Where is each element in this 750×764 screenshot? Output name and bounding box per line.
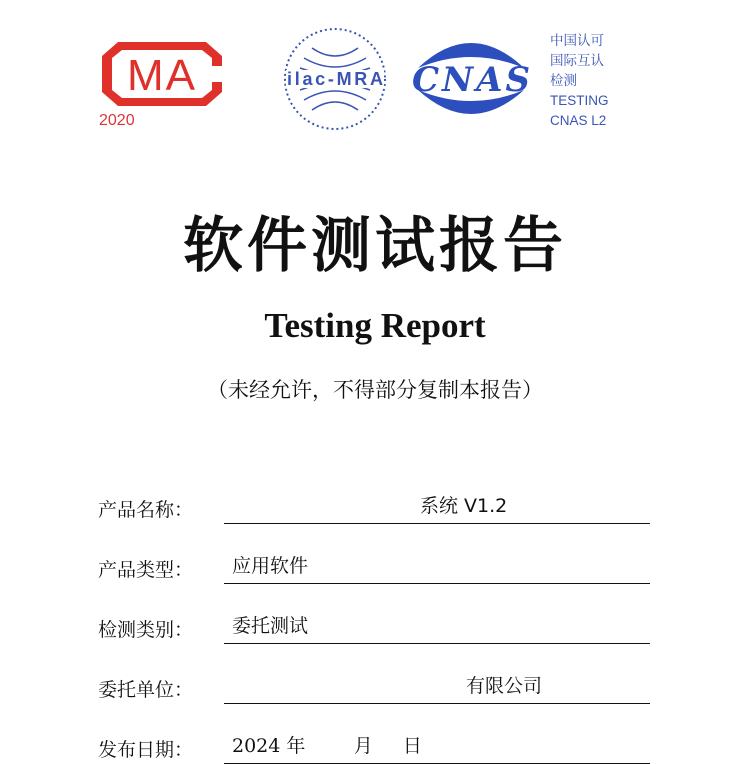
cnas-caption — [550, 31, 609, 131]
cnas-caption-line: 中国认可 — [550, 33, 604, 48]
svg-text:CNAS: CNAS — [412, 60, 530, 100]
field-value-line — [224, 491, 650, 524]
field-label: 产品名称： — [98, 499, 194, 521]
field-test-category — [98, 610, 650, 644]
field-label: 产品类型： — [98, 559, 194, 581]
field-product-type — [98, 550, 650, 584]
field-value-line — [224, 671, 650, 704]
field-value: 委托测试 — [232, 615, 309, 637]
svg-text:ilac-MRA: ilac-MRA — [287, 69, 383, 89]
field-value: 系统 V1.2 — [420, 495, 508, 517]
copy-notice: （未经允许，不得部分复制本报告） — [207, 378, 543, 402]
field-value: 2024 年 月 日 — [232, 735, 422, 757]
field-value: 应用软件 — [232, 555, 309, 577]
field-value: 有限公司 — [466, 675, 543, 697]
cnas-logo — [408, 32, 534, 124]
field-client — [98, 670, 650, 704]
cnas-caption-line: TESTING — [550, 93, 609, 108]
field-label: 检测类别： — [98, 619, 194, 641]
cnas-caption-line: 检测 — [550, 73, 577, 88]
ilac-mra-logo — [282, 26, 388, 132]
report-title: 软件测试报告 — [183, 211, 567, 281]
cnas-caption-line: CNAS L2 — [550, 113, 607, 128]
svg-text:MA: MA — [127, 51, 197, 100]
field-label: 发布日期： — [98, 739, 194, 761]
field-release-date — [98, 730, 650, 764]
field-label: 委托单位： — [98, 679, 194, 701]
cma-logo — [98, 38, 226, 110]
field-product-name — [98, 490, 650, 524]
cnas-caption-line: 国际互认 — [550, 53, 604, 68]
field-value-line — [224, 611, 650, 644]
field-value-line — [224, 551, 650, 584]
field-value-line — [224, 731, 650, 764]
report-title-en: Testing Report — [264, 306, 486, 345]
cma-year: 2020 — [99, 112, 135, 129]
